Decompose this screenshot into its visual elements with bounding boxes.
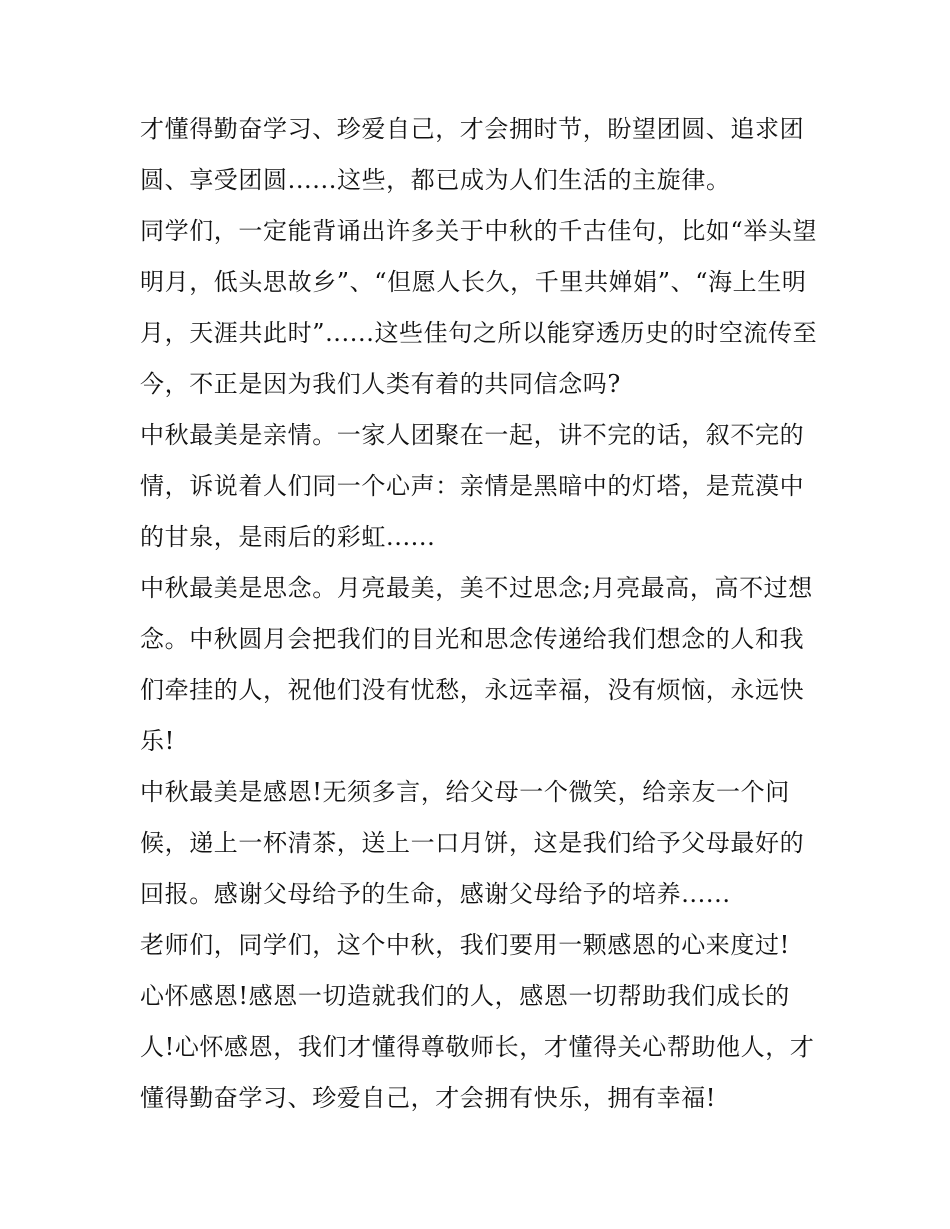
paragraph-2: 同学们，一定能背诵出许多关于中秋的千古佳句，比如“举头望明月，低头思故乡”、“但愿人长久，千里共婵娟”、“海上生明月，天涯共此时”......这些佳句之所以能穿透历史的时空流传至今，不正是因为我们人类有着的共同信念吗? [140,217,818,398]
document-body [140,104,820,1124]
paragraph-4: 中秋最美是思念。月亮最美，美不过思念;月亮最高，高不过想念。中秋圆月会把我们的目光和思念传递给我们想念的人和我们牵挂的人，祝他们没有忧愁，永远幸福，没有烦恼，永远快乐! [140,574,813,755]
paragraph-7: 心怀感恩!感恩一切造就我们的人，感恩一切帮助我们成长的人!心怀感恩，我们才懂得尊敬师长，才懂得关心帮助他人，才懂得勤奋学习、珍爱自己，才会拥有快乐，拥有幸福! [140,982,815,1112]
paragraph-3: 中秋最美是亲情。一家人团聚在一起，讲不完的话，叙不完的情，诉说着人们同一个心声：亲情是黑暗中的灯塔，是荒漠中的甘泉，是雨后的彩虹...... [140,421,805,551]
paragraph-1: 才懂得勤奋学习、珍爱自己，才会拥时节，盼望团圆、追求团圆、享受团圆......这些，都已成为人们生活的主旋律。 [140,115,805,194]
paragraph-5: 中秋最美是感恩!无须多言，给父母一个微笑，给亲友一个问候，递上一杯清茶，送上一口月饼，这是我们给予父母最好的回报。感谢父母给予的生命，感谢父母给予的培养...... [140,778,805,908]
paragraph-6: 老师们，同学们，这个中秋，我们要用一颗感恩的心来度过! [140,931,790,959]
